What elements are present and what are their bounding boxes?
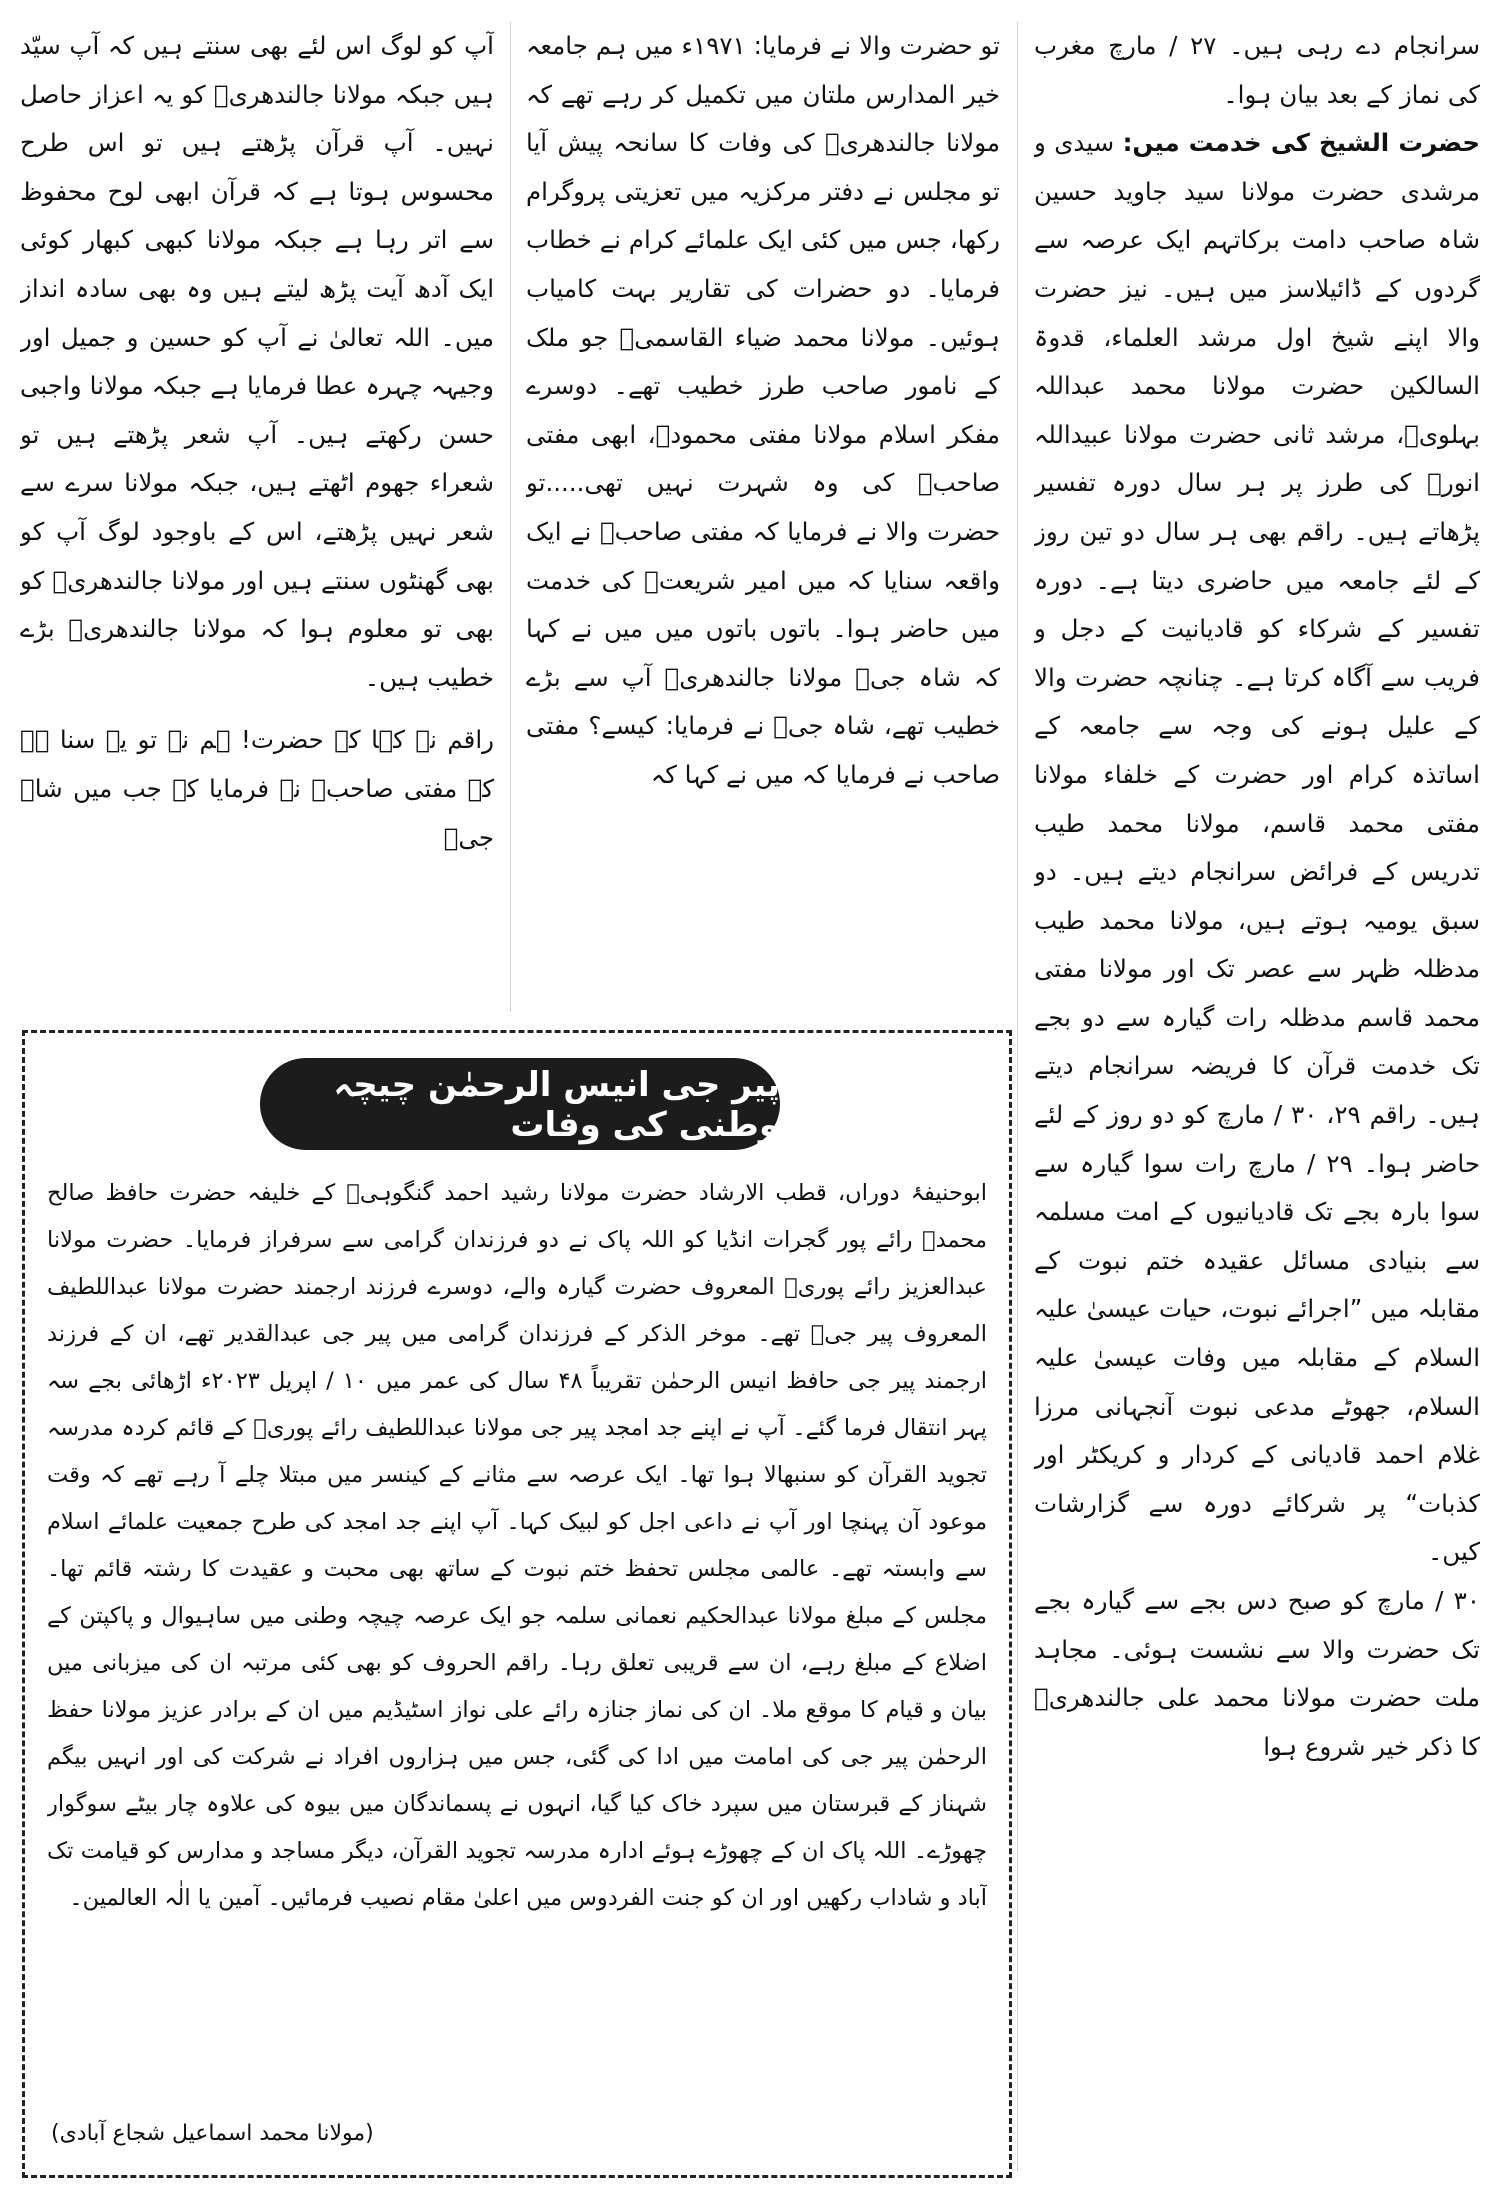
obituary-author-credit: (مولانا محمد اسماعیل شجاع آبادی) (51, 2121, 374, 2146)
left-column (20, 22, 494, 1022)
paragraph: سرانجام دے رہی ہیں۔ ۲۷ / مارچ مغرب کی نماز کے بعد بیان ہوا۔ (1034, 31, 1480, 109)
paragraph: آپ کو لوگ اس لئے بھی سنتے ہیں کہ آپ سیّد ہیں جبکہ مولانا جالندھریؒ کو یہ اعزاز حاصل نہیں۔ آپ قرآن پڑھتے ہیں تو اس طرح محسوس ہوتا ہے کہ قرآن ابھی لوح محفوظ سے اتر رہا ہے جبکہ مولانا کبھی کبھار کوئی ایک آدھ آیت پڑھ لیتے ہیں وہ بھی سادہ انداز میں۔ اللہ تعالیٰ نے آپ کو حسین و جمیل اور وجیہہ چہرہ عطا فرمایا ہے جبکہ مولانا واجبی حسن رکھتے ہیں۔ آپ شعر پڑھتے ہیں تو شعراء جھوم اٹھتے ہیں، جبکہ مولانا سرے سے شعر نہیں پڑھتے، اس کے باوجود لوگ آپ کو بھی گھنٹوں سنتے ہیں اور مولانا جالندھریؒ کو بھی تو معلوم ہوا کہ مولانا جالندھریؒ بڑے خطیب ہیں۔ (20, 31, 494, 692)
obituary-title: پیر جی انیس الرحمٰن چیچہ وطنی کی وفات (260, 1058, 780, 1150)
column-divider (510, 22, 511, 1012)
obituary-box (22, 1030, 1012, 2178)
right-column (1034, 22, 1480, 2182)
middle-column (526, 22, 1000, 1022)
section-heading: حضرت الشیخ کی خدمت میں: (1122, 128, 1480, 158)
obituary-body: ابوحنیفۂ دوراں، قطب الارشاد حضرت مولانا رشید احمد گنگوہیؒ کے خلیفہ حضرت حافظ صالح محمدؒ رائے پور گجرات انڈیا کو اللہ پاک نے دو فرزندان گرامی سے سرفراز فرمایا۔ حضرت مولانا عبدالعزیز رائے پوریؒ المعروف حضرت گیارہ والے، دوسرے فرزند ارجمند حضرت مولانا عبداللطیف المعروف پیر جیؒ تھے۔ موخر الذکر کے فرزندان گرامی میں پیر جی عبدالقدیر تھے، ان کے فرزند ارجمند پیر جی حافظ انیس الرحمٰن تقریباً ۴۸ سال کی عمر میں ۱۰ / اپریل ۲۰۲۳ء اڑھائی بجے سہ پہر انتقال فرما گئے۔ آپ نے اپنے جد امجد پیر جی مولانا عبداللطیف رائے پوریؒ کے قائم کردہ مدرسہ تجوید القرآن کو سنبھالا ہوا تھا۔ ایک عرصہ سے مثانے کے کینسر میں مبتلا چلے آ رہے تھے کہ وقت موعود آن پہنچا اور آپ نے داعی اجل کو لبیک کہا۔ آپ اپنے جد امجد کی طرح جمعیت علمائے اسلام سے وابستہ تھے۔ عالمی مجلس تحفظ ختم نبوت کے ساتھ بھی محبت و عقیدت کا رشتہ قائم تھا۔ مجلس کے مبلغ مولانا عبدالحکیم نعمانی سلمہ جو ایک عرصہ چیچہ وطنی میں ساہیوال و پاکپتن کے اضلاع کے مبلغ رہے، ان سے قریبی تعلق رہا۔ راقم الحروف کو بھی کئی مرتبہ ان کی میزبانی میں بیان و قیام کا موقع ملا۔ ان کی نماز جنازہ رائے علی نواز اسٹیڈیم میں ان کے برادر عزیز مولانا حفظ الرحمٰن پیر جی کی امامت میں ادا کی گئی، جس میں ہزاروں افراد نے شرکت کی اور انہیں بیگم شہناز کے قبرستان میں سپرد خاک کیا گیا، انہوں نے پسماندگان میں بیوہ کی علاوہ چار بیٹے سوگوار چھوڑے۔ اللہ پاک ان کے چھوڑے ہوئے ادارہ مدرسہ تجوید القرآن، دیگر مساجد و مدارس کو قیامت تک آباد و شاداب رکھیں اور ان کو جنت الفردوس میں اعلیٰ مقام نصیب فرمائیں۔ آمین یا الٰہ العالمین۔ (47, 1180, 987, 1911)
paragraph (1034, 119, 1480, 1577)
paragraph: تو حضرت والا نے فرمایا: ۱۹۷۱ء میں ہم جامعہ خیر المدارس ملتان میں تکمیل کر رہے تھے کہ مولانا جالندھریؒ کی وفات کا سانحہ پیش آیا تو مجلس نے دفتر مرکزیہ میں تعزیتی پروگرام رکھا، جس میں کئی ایک علمائے کرام نے خطاب فرمایا۔ دو حضرات کی تقاریر بہت کامیاب ہوئیں۔ مولانا محمد ضیاء القاسمیؒ جو ملک کے نامور صاحب طرز خطیب تھے۔ دوسرے مفکر اسلام مولانا مفتی محمودؒ، ابھی مفتی صاحبؒ کی وہ شہرت نہیں تھی.....تو حضرت والا نے فرمایا کہ مفتی صاحبؒ نے ایک واقعہ سنایا کہ میں امیر شریعتؒ کی خدمت میں حاضر ہوا۔ باتوں باتوں میں میں نے کہا کہ شاہ جیؒ مولانا جالندھریؒ آپ سے بڑے خطیب تھے، شاہ جیؒ نے فرمایا: کیسے؟ مفتی صاحب نے فرمایا کہ میں نے کہا کہ (526, 31, 1000, 789)
paragraph: راقم نے کہا کہ حضرت! ہم نے تو یہ سنا ہے کہ مفتی صاحبؒ نے فرمایا کہ جب میں شاہ جیؒ (20, 725, 494, 852)
column-divider (1017, 22, 1018, 2172)
paragraph: ۳۰ / مارچ کو صبح دس بجے سے گیارہ بجے تک حضرت والا سے نشست ہوئی۔ مجاہد ملت حضرت مولانا محمد علی جالندھریؒ کا ذکر خیر شروع ہوا (1034, 1586, 1480, 1761)
paragraph-text: سیدی و مرشدی حضرت مولانا سید جاوید حسین شاہ صاحب دامت برکاتہم ایک عرصہ سے گردوں کے ڈائیلاسز میں ہیں۔ نیز حضرت والا اپنے شیخ اول مرشد العلماء، قدوۃ السالکین حضرت مولانا محمد عبداللہ بہلویؒ، مرشد ثانی حضرت مولانا عبیداللہ انورؒ کی طرز پر ہر سال دورہ تفسیر پڑھاتے ہیں۔ راقم بھی ہر سال دو تین روز کے لئے جامعہ میں حاضری دیتا ہے۔ دورہ تفسیر کے شرکاء کو قادیانیت کے دجل و فریب سے آگاہ کرتا ہے۔ چنانچہ حضرت والا کے علیل ہونے کی وجہ سے جامعہ کے اساتذہ کرام اور حضرت کے خلفاء مولانا مفتی محمد قاسم، مولانا محمد طیب تدریس کے فرائض سرانجام دیتے ہیں۔ دو سبق یومیہ ہوتے ہیں، مولانا محمد طیب مدظلہ ظہر سے عصر تک اور مولانا مفتی محمد قاسم مدظلہ رات گیارہ سے دو بجے تک خدمت قرآن کا فریضہ سرانجام دیتے ہیں۔ راقم ۲۹، ۳۰ / مارچ کو دو روز کے لئے حاضر ہوا۔ ۲۹ / مارچ رات سوا گیارہ سے سوا بارہ بجے تک قادیانیوں کے امت مسلمہ سے بنیادی مسائل عقیدہ ختم نبوت کے مقابلہ میں ”اجرائے نبوت، حیات عیسیٰ علیہ السلام کے مقابلہ میں وفات عیسیٰ علیہ السلام، جھوٹے مدعی نبوت آنجہانی مرزا غلام احمد قادیانی کے کردار و کریکٹر اور کذبات“ پر شرکائے دورہ سے گزارشات کیں۔ (1034, 128, 1480, 1567)
